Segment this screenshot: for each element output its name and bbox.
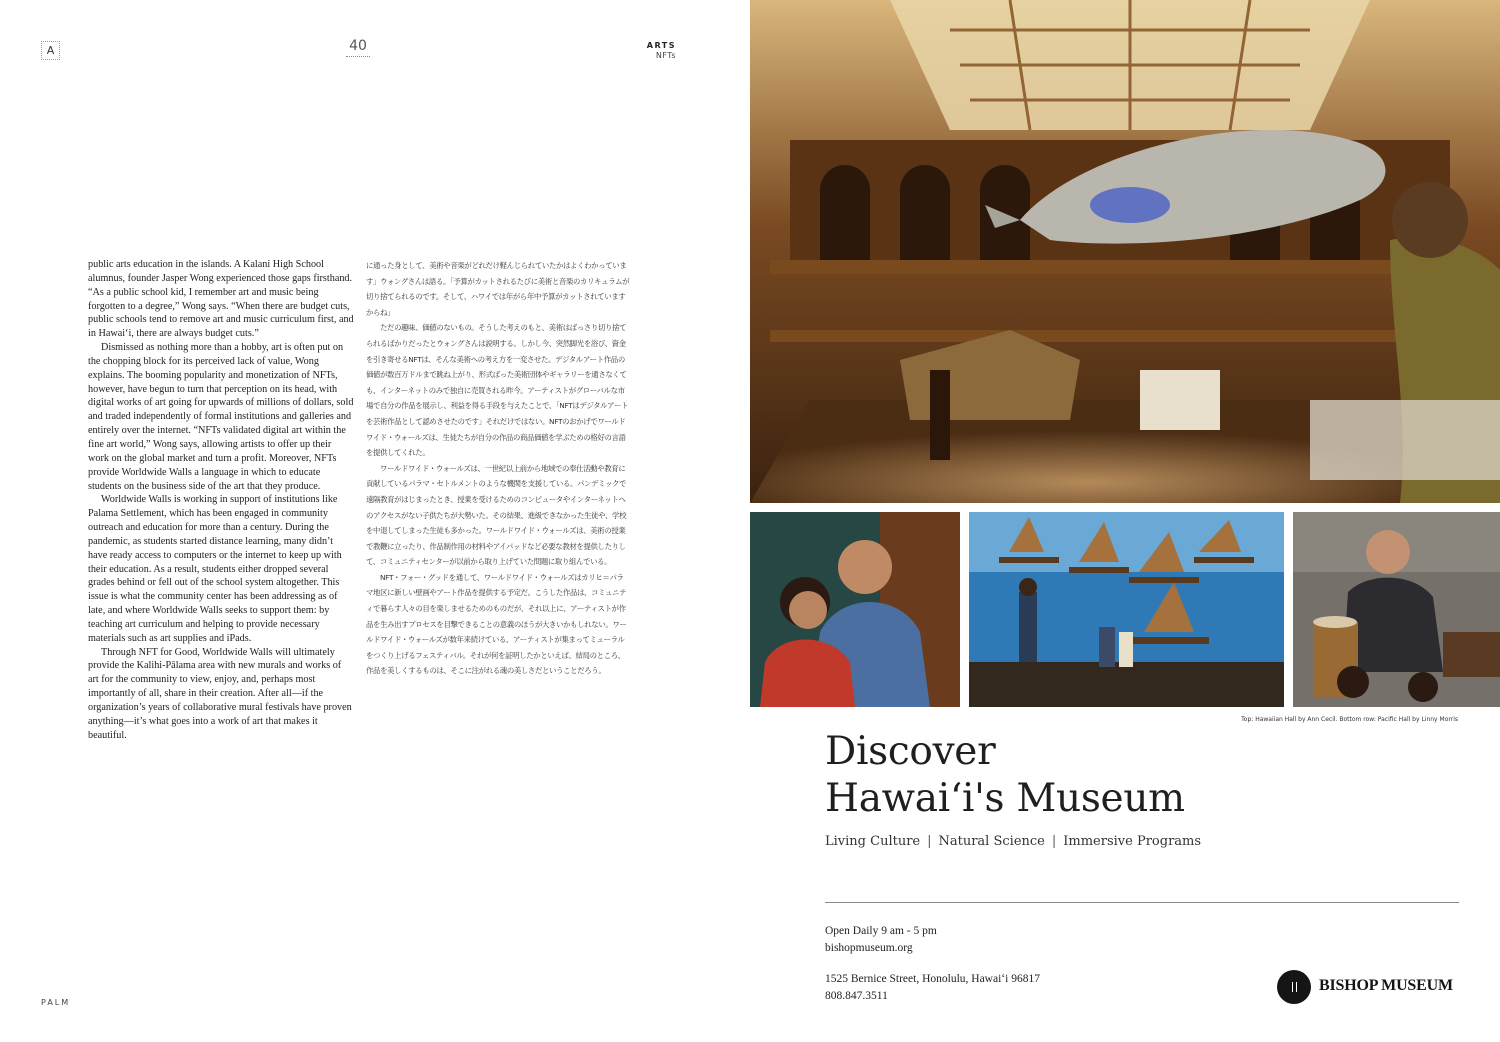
hawaiian-hall-photo [750,0,1500,503]
article-column-english [88,258,354,743]
article-paragraph-jp: NFT・フォー・グッドを通して、ワールドワイド・ウォールズはカリヒ＝パラマ地区に新しい壁画やアート作品を提供する予定だ。こうした作品は、コミュニティで暮らす人々の目を楽しませるためのものだが、それ以上に、アーティストが作品を生み出すプロセスを目撃できることの意義のほうが大きいかもしれない。ワールドワイド・ウォールズが数年来続けている、アーティストが集まってミューラルをつくり上げるフェスティバル。それが何を証明したかといえば、結局のところ、作品を美しくするものは、そこに注がれる魂の美しさだということだろう。 [366,572,627,676]
article-paragraph: Dismissed as nothing more than a hobby, art is often put on the chopping block for its perceived lack of value, Wong explains. The booming popularity and monetization of NFTs, however, have begun to turn that perception on its head, with digital works of art going for upwards of millions of dollars, sold and traded independently of formal institutions and galleries and entirely over the internet. “NFTs validated digital art within the fine art world,” Wong says, allowing artists to offer up their work on the global market and turn a profit. Moreover, NFTs provide Worldwide Walls a language in which to educate students on the business side of the art that they produce. [88,342,354,492]
phone-number: 808.847.3511 [825,989,888,1002]
article-paragraph-jp: ワールドワイド・ウォールズは、一世紀以上前から地域での奉仕活動や教育に貢献しているパラマ・セトルメントのような機関を支援している。パンデミックで遠隔教育がはじまったとき、授業を受けるためのコンピュータやインターネットへのアクセスがない子供たちが大勢いた。その結果、進級できなかった生徒や、学校を中退してしまった生徒も多かった。ワールドワイド・ウォールズは、美術の授業で教鞭に立ったり、作品制作用の材料やアイパッドなど必要な教材を提供したりして、コミュニティセンターが以前から取り上げていた問題に取り組んでいる。 [366,463,627,567]
tag-separator: | [1051,834,1057,849]
pacific-hall-photo [969,512,1284,707]
article-paragraph-jp: に通った身として、美術や音楽がどれだけ軽んじられていたかはよくわかっています」ウォングさんは語る。「予算がカットされるたびに美術と音楽のカリキュラムが切り捨てられるのです。そして、ハワイでは年がら年中予算がカットされていますからね」 [366,261,630,317]
ad-headline-line-2: Hawai‘i's Museum [825,776,1185,821]
ad-headline [825,728,1185,822]
article-column-japanese [366,258,630,679]
subsection-name: NFTs [655,51,676,60]
magazine-footer: PALM [41,998,71,1007]
museum-logo-icon [1277,970,1311,1004]
section-letter-box: A [41,41,60,60]
page-number: 40 [346,38,370,57]
cultural-program-photo [1293,512,1500,707]
section-label [600,41,676,61]
article-paragraph: public arts education in the islands. A Kalani High School alumnus, founder Jasper Wong experienced those gaps firsthand. “As a public school kid, I remember art and music being forgotten to a degree,” Wong says. “When there are budget cuts, public schools tend to remove art and music curriculum first, and in Hawai‘i, there are always budget cuts.” [88,259,354,340]
visitors-photo [750,512,960,707]
museum-logo-text: BISHOP MUSEUM [1319,977,1453,994]
visitors-illustration [750,512,960,707]
website-link[interactable]: bishopmuseum.org [825,941,913,954]
ad-tagline [825,834,1201,849]
cultural-program-illustration [1293,512,1500,707]
section-name: ARTS [646,41,676,50]
article-paragraph-jp: ただの趣味、価値のないもの。そうした考えのもと、美術はばっさり切り捨てられるばかりだったとウォングさんは説明する。しかし今、突然脚光を浴び、資金を引き寄せるNFTは、そんな美術への考え方を一変させた。デジタルアート作品の価値が数百万ドルまで跳ね上がり、形式ばった美術団体やギャラリーを通さなくても、インターネットのみで独自に売買される昨今。アーティストがグローバルな市場で自分の作品を展示し、利益を得る手段を与えたことで、「NFTはデジタルアートを芸術作品として認めさせたのです」それだけではない。NFTのおかげでワールドワイド・ウォールズは、生徒たちが自分の作品の商品価値を学ぶための格好の言語を提供してくれた。 [366,323,629,458]
museum-advertisement [750,0,1500,1042]
street-address: 1525 Bernice Street, Honolulu, Hawai‘i 96817 [825,973,1040,985]
contact-info [825,971,1040,1004]
opening-hours: Open Daily 9 am - 5 pm [825,925,937,937]
visit-info [825,923,937,956]
hawaiian-hall-illustration [750,0,1500,503]
tag-immersive-programs: Immersive Programs [1063,834,1202,849]
ad-headline-line-1: Discover [825,729,996,774]
tag-natural-science: Natural Science [938,834,1045,849]
article-paragraph: Worldwide Walls is working in support of institutions like Palama Settlement, which has been engaged in community outreach and education for more than a century. During the pandemic, as students started distance learning, many didn’t have ready access to computers or the internet to keep up with their education. As a result, students either dropped several grades behind or fell out of the school system altogether. This issue is what the community center has been addressing as of late, and where Worldwide Walls seeks to support them: by teaching art curriculum and helping to provide necessary materials such as art supplies and iPads. [88,494,342,644]
tag-living-culture: Living Culture [825,834,921,849]
divider [825,902,1459,903]
pacific-hall-illustration [969,512,1284,707]
bishop-museum-logo [1277,970,1461,1004]
tag-separator: | [927,834,932,849]
article-paragraph: Through NFT for Good, Worldwide Walls will ultimately provide the Kalihi-Pālama area with new murals and works of art for the community to view, enjoy, and, perhaps most importantly of all, share in their creation. After all—if the organization’s years of collaborative mural festivals have proven anything—it’s what goes into a work of art that makes it beautiful. [88,646,352,741]
photo-credit: Top: Hawaiian Hall by Ann Cecil. Bottom row: Pacific Hall by Linny Morris [1241,716,1458,723]
